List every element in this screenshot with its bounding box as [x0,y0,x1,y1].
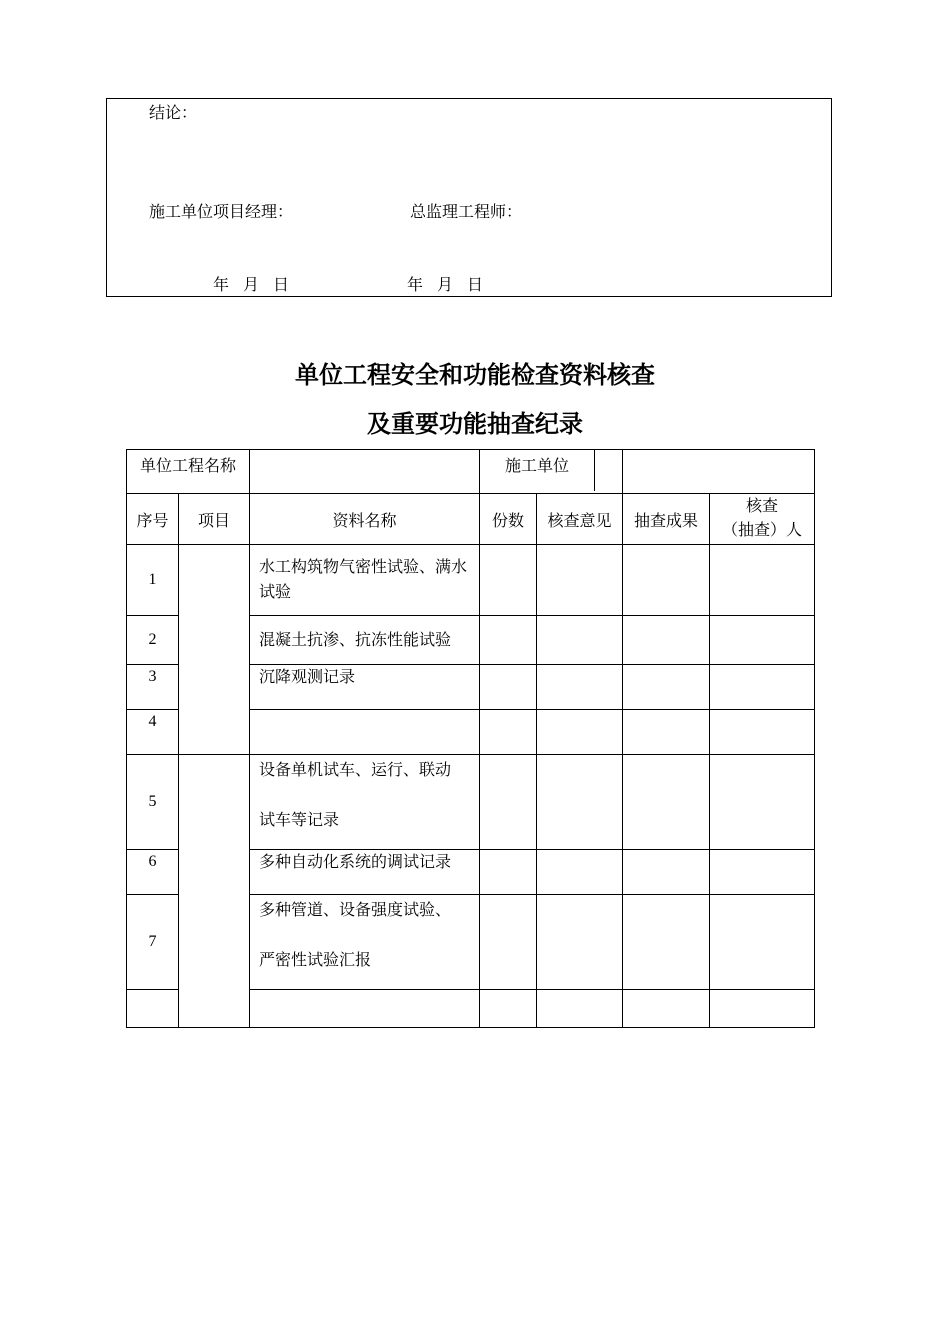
contractor-label-cell [480,450,623,494]
header-reviewer-line1: 核查 [745,498,778,515]
contractor-value[interactable] [623,450,815,494]
review-opinion-cell[interactable] [537,895,623,990]
header-item: 项目 [179,494,250,545]
conclusion-box [106,98,832,297]
spot-result-cell[interactable] [623,665,710,710]
column-header-row [127,494,815,545]
row-no [127,990,179,1028]
copies-cell[interactable] [480,545,537,616]
copies-cell[interactable] [480,665,537,710]
spot-result-cell[interactable] [623,616,710,665]
reviewer-cell[interactable] [710,895,815,990]
table-row [127,755,815,850]
doc-name-line2: 试车等记录 [259,812,340,829]
doc-name-cell: 水工构筑物气密性试验、满水试验 [250,545,480,616]
inspection-table [126,449,815,1028]
project-manager-label: 施工单位项目经理： [149,204,294,221]
review-opinion-cell[interactable] [537,665,623,710]
spot-result-cell[interactable] [623,755,710,850]
unit-name-label [127,450,250,494]
table-row [127,545,815,616]
doc-name-cell [250,755,480,850]
doc-name-line1: 设备单机试车、运行、联动 [259,762,452,779]
copies-cell[interactable] [480,990,537,1028]
header-copies: 份数 [480,494,537,545]
spot-result-cell[interactable] [623,850,710,895]
manager-date: 年 月 日 [213,277,290,294]
row-no: 6 [127,850,179,895]
review-opinion-cell[interactable] [537,990,623,1028]
review-opinion-cell[interactable] [537,616,623,665]
doc-name-cell: 沉降观测记录 [250,665,480,710]
reviewer-cell[interactable] [710,545,815,616]
reviewer-cell[interactable] [710,616,815,665]
review-opinion-cell[interactable] [537,850,623,895]
contractor-divider [594,450,595,491]
unit-name-label-text: 单位工程名称 [139,458,236,475]
chief-supervisor-label: 总监理工程师： [410,204,523,221]
review-opinion-cell[interactable] [537,710,623,755]
conclusion-label: 结论： [149,105,198,122]
row-no: 3 [127,665,179,710]
spot-result-cell[interactable] [623,545,710,616]
copies-cell[interactable] [480,710,537,755]
row-no: 2 [127,616,179,665]
doc-name-cell[interactable] [250,990,480,1028]
page-title-line1: 单位工程安全和功能检查资料核查 [295,361,655,389]
doc-name-line2: 严密性试验汇报 [259,952,372,969]
reviewer-cell[interactable] [710,755,815,850]
row-no: 4 [127,710,179,755]
spot-result-cell[interactable] [623,895,710,990]
doc-name-cell: 多种自动化系统的调试记录 [250,850,480,895]
reviewer-cell[interactable] [710,850,815,895]
header-review-opinion: 核查意见 [537,494,623,545]
header-spot-result: 抽查成果 [623,494,710,545]
item-group-2 [179,755,250,1028]
reviewer-cell[interactable] [710,990,815,1028]
copies-cell[interactable] [480,755,537,850]
page-title-line2: 及重要功能抽查纪录 [367,410,583,438]
row-no: 5 [127,755,179,850]
header-reviewer-line2: （抽查）人 [721,522,802,539]
contractor-label: 施工单位 [504,458,569,475]
doc-name-line1: 多种管道、设备强度试验、 [259,902,452,919]
review-opinion-cell[interactable] [537,545,623,616]
review-opinion-cell[interactable] [537,755,623,850]
spot-result-cell[interactable] [623,710,710,755]
reviewer-cell[interactable] [710,710,815,755]
header-doc-name: 资料名称 [250,494,480,545]
copies-cell[interactable] [480,616,537,665]
row-no: 1 [127,545,179,616]
spot-result-cell[interactable] [623,990,710,1028]
header-reviewer [710,494,815,545]
header-no: 序号 [127,494,179,545]
doc-name-cell [250,895,480,990]
row-no: 7 [127,895,179,990]
copies-cell[interactable] [480,850,537,895]
reviewer-cell[interactable] [710,665,815,710]
doc-name-cell[interactable] [250,710,480,755]
supervisor-date: 年 月 日 [407,277,484,294]
doc-name-cell: 混凝土抗渗、抗冻性能试验 [250,616,480,665]
item-group-1 [179,545,250,755]
table-header-info-row [127,450,815,494]
copies-cell[interactable] [480,895,537,990]
unit-name-value[interactable] [250,450,480,494]
